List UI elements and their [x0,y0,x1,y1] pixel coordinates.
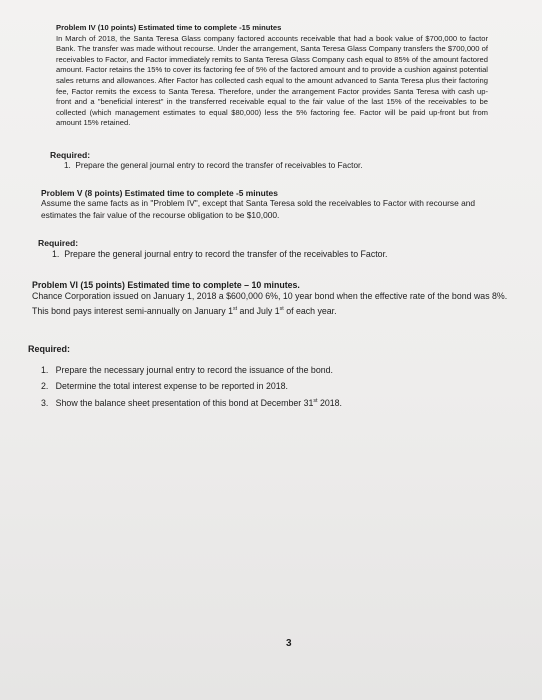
list-item: 2. Determine the total interest expense to be reported in 2018. [41,380,288,391]
problem-iv-item-1: Prepare the general journal entry to record the transfer of receivables to Factor. [75,161,363,170]
problem-iv-required: Required: 1. Prepare the general journal entry to record the transfer of receivables to Factor. [50,150,490,171]
page-number: 3 [286,638,292,649]
required-label: Required: [28,344,71,354]
problem-iv-heading: Problem IV (10 points) Estimated time to complete -15 minutes [56,23,282,32]
problem-vi-required [28,344,508,411]
problem-v-item-1: Prepare the general journal entry to record the transfer of the receivables to Factor. [64,249,388,259]
problem-v-heading: Problem V (8 points) Estimated time to complete -5 minutes [41,188,278,198]
problem-v [41,188,501,221]
problem-vi-body: Chance Corporation issued on January 1, 2018 a $600,000 6%, 10 year bond when the effective rate of the bond was 8%. This bond pays interest semi-annually on January 1st and July 1st of each year. [32,291,508,316]
problem-iv-body: In March of 2018, the Santa Teresa Glass company factored accounts receivable that had a book value of $700,000 to factor Bank. The transfer was made without recourse. Under the arrangement, Santa Teresa Glass Company transfers the $700,000 of receivables to Factor, and Factor immediately remits to Santa Teresa Glass Company cash equal to 85% of the amount factored amount. Factor retains the 15% to cover its factoring fee of 5% of the factored amount and to provide a cushion against potential sales returns and allowances. After Factor has collected cash equal to the amount advanced to Santa Teresa plus their factoring fee, Factor remits the excess to Santa Teresa. Therefore, under the arrangement Factor provides Santa Teresa with cash up-front and a "beneficial interest" in the transferred receivable equal to the fair value of the last 15% of the receivables to be collected (which management estimates to equal $80,000) less the 5% factoring fee. Factor will be paid up-front but from amount 15% retained. [56,33,488,128]
problem-v-body: Assume the same facts as in "Problem IV", except that Santa Teresa sold the receivables to Factor with recourse and estimates the fair value of the recourse obligation to be $10,000. [41,198,476,220]
list-item: 3. Show the balance sheet presentation of this bond at December 31st 2018. [41,397,342,408]
required-label: Required: [50,150,91,160]
problem-v-required: Required: 1. Prepare the general journal entry to record the transfer of the receivables to Factor. [38,238,498,261]
problem-vi [32,280,510,318]
list-item: 1. Prepare the necessary journal entry to record the issuance of the bond. [41,365,333,375]
problem-vi-list [28,363,508,411]
problem-vi-heading: Problem VI (15 points) Estimated time to complete – 10 minutes. [32,280,300,290]
problem-iv [56,23,488,129]
required-label: Required: [38,238,79,248]
